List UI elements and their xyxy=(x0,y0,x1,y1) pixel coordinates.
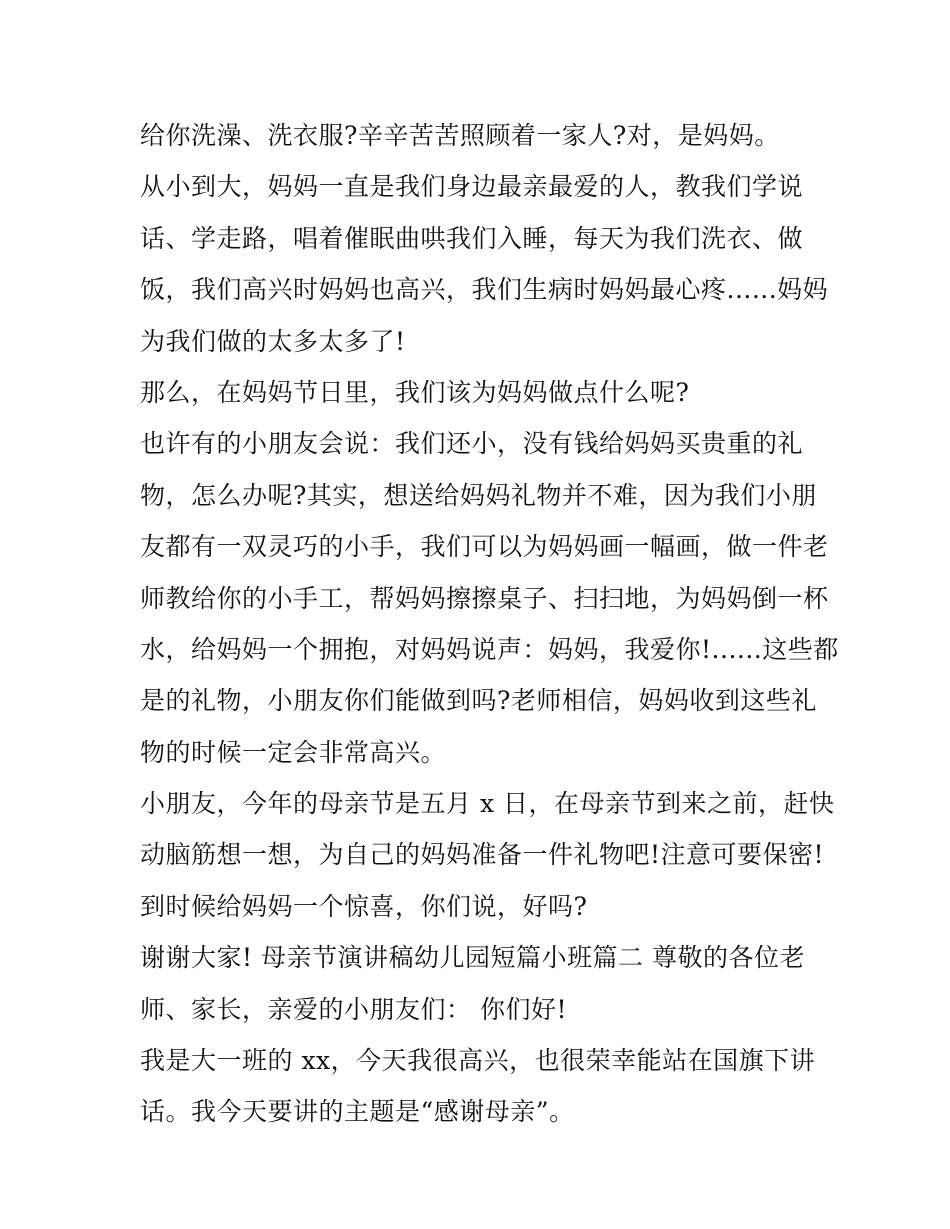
text-line-20: 话。我今天要讲的主题是“感谢母亲”。 xyxy=(140,1097,575,1127)
text-line-15: 动脑筋想一想，为自己的妈妈准备一件礼物吧!注意可要保密! xyxy=(140,840,825,870)
text-line-18: 师、家长，亲爱的小朋友们： 你们好! xyxy=(140,994,567,1024)
text-line-14: 小朋友，今年的母亲节是五月 x 日，在母亲节到来之前，赶快 xyxy=(140,789,835,819)
text-line-8: 物，怎么办呢?其实，想送给妈妈礼物并不难，因为我们小朋 xyxy=(140,480,817,510)
text-line-16: 到时候给妈妈一个惊喜，你们说，好吗? xyxy=(140,891,588,921)
text-line-19: 我是大一班的 xx，今天我很高兴，也很荣幸能站在国旗下讲 xyxy=(140,1046,816,1076)
text-line-13: 物的时候一定会非常高兴。 xyxy=(140,737,447,767)
text-line-9: 友都有一双灵巧的小手，我们可以为妈妈画一幅画，做一件老 xyxy=(140,532,829,562)
text-line-12: 是的礼物，小朋友你们能做到吗?老师相信，妈妈收到这些礼 xyxy=(140,686,817,716)
text-line-7: 也许有的小朋友会说：我们还小，没有钱给妈妈买贵重的礼 xyxy=(140,429,804,459)
text-line-17: 谢谢大家! 母亲节演讲稿幼儿园短篇小班篇二 尊敬的各位老 xyxy=(140,943,805,973)
document-body xyxy=(140,110,839,1138)
text-line-6: 那么，在妈妈节日里，我们该为妈妈做点什么呢? xyxy=(140,377,690,407)
text-line-4: 饭，我们高兴时妈妈也高兴，我们生病时妈妈最心疼......妈妈 xyxy=(140,275,829,305)
text-line-3: 话、学走路，唱着催眠曲哄我们入睡，每天为我们洗衣、做 xyxy=(140,223,804,253)
text-line-11: 水，给妈妈一个拥抱，对妈妈说声：妈妈，我爱你!......这些都 xyxy=(140,634,839,664)
text-line-2: 从小到大，妈妈一直是我们身边最亲最爱的人，教我们学说 xyxy=(140,172,804,202)
text-line-10: 师教给你的小手工，帮妈妈擦擦桌子、扫扫地，为妈妈倒一杯 xyxy=(140,583,829,613)
text-line-5: 为我们做的太多太多了! xyxy=(140,326,406,356)
text-line-1: 给你洗澡、洗衣服?辛辛苦苦照顾着一家人?对，是妈妈。 xyxy=(140,121,780,150)
